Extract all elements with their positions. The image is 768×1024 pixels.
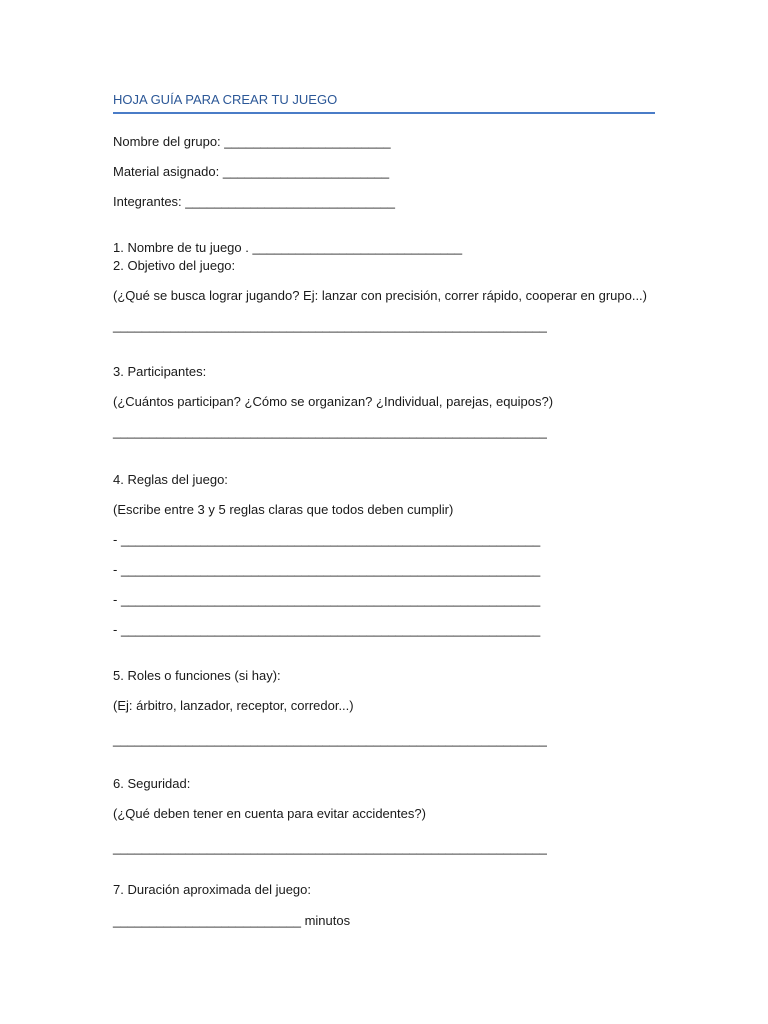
page-title: HOJA GUÍA PARA CREAR TU JUEGO <box>113 92 338 107</box>
duration-blank: __________________________ minutos <box>113 913 351 928</box>
material-field: Material asignado: _______________________ <box>113 164 390 179</box>
roles-blank: ____________________________________________________________ <box>113 732 547 747</box>
participants-blank: ____________________________________________________________ <box>113 424 547 439</box>
rules-hint: (Escribe entre 3 y 5 reglas claras que todos deben cumplir) <box>113 502 454 517</box>
roles-heading: 5. Roles o funciones (si hay): <box>113 668 281 683</box>
roles-hint: (Ej: árbitro, lanzador, receptor, corredor...) <box>113 698 354 713</box>
group-name-field: Nombre del grupo: _______________________ <box>113 134 391 149</box>
safety-heading: 6. Seguridad: <box>113 776 191 791</box>
rule-blank-4: - __________________________________________________________ <box>113 622 541 637</box>
objective-hint: (¿Qué se busca lograr jugando? Ej: lanzar con precisión, correr rápido, cooperar en grupo...) <box>113 288 648 303</box>
participants-heading: 3. Participantes: <box>113 364 207 379</box>
rules-heading: 4. Reglas del juego: <box>113 472 228 487</box>
objective-blank: ____________________________________________________________ <box>113 318 547 333</box>
title-underline <box>113 112 655 114</box>
rule-blank-3: - __________________________________________________________ <box>113 592 541 607</box>
participants-hint: (¿Cuántos participan? ¿Cómo se organizan? ¿Individual, parejas, equipos?) <box>113 394 554 409</box>
rule-blank-1: - __________________________________________________________ <box>113 532 541 547</box>
safety-hint: (¿Qué deben tener en cuenta para evitar accidentes?) <box>113 806 426 821</box>
rule-blank-2: - __________________________________________________________ <box>113 562 541 577</box>
members-field: Integrantes: _____________________________ <box>113 194 395 209</box>
safety-blank: ____________________________________________________________ <box>113 840 547 855</box>
game-name-field: 1. Nombre de tu juego . _____________________________ <box>113 240 463 255</box>
objective-heading: 2. Objetivo del juego: <box>113 258 236 273</box>
duration-heading: 7. Duración aproximada del juego: <box>113 882 312 897</box>
